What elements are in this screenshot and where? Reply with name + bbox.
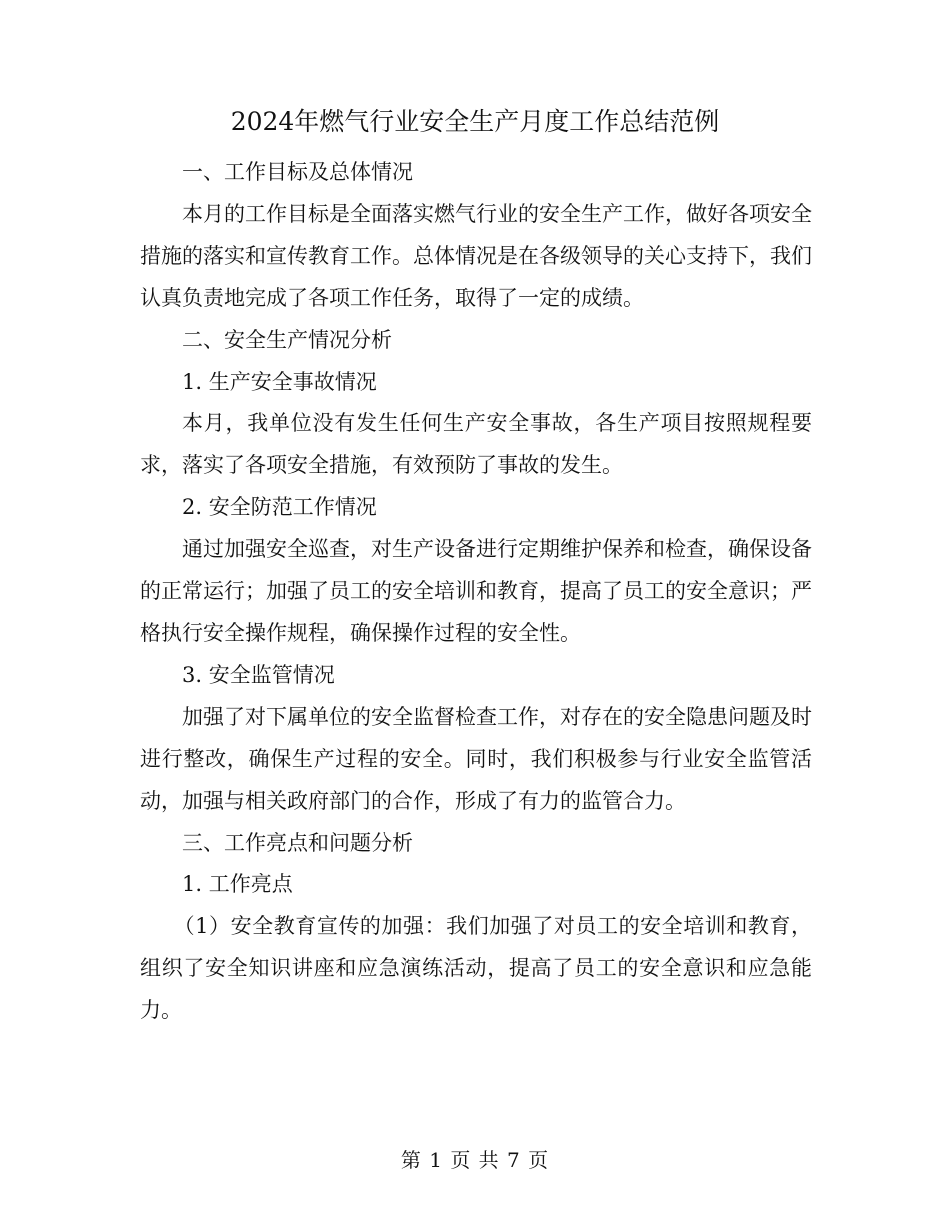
paragraph-4: 加强了对下属单位的安全监督检查工作，对存在的安全隐患问题及时进行整改，确保生产过程的安全。同时，我们积极参与行业安全监管活动，加强与相关政府部门的合作，形成了有力的监管合力。 [140, 704, 812, 813]
paragraph-5: （1）安全教育宣传的加强：我们加强了对员工的安全培训和教育，组织了安全知识讲座和应急演练活动，提高了员工的安全意识和应急能力。 [140, 914, 812, 1023]
subheading-3-1: 1. 工作亮点 [182, 872, 293, 897]
subheading-2-2: 2. 安全防范工作情况 [182, 495, 377, 520]
paragraph-3: 通过加强安全巡查，对生产设备进行定期维护保养和检查，确保设备的正常运行；加强了员工的安全培训和教育，提高了员工的安全意识；严格执行安全操作规程，确保操作过程的安全性。 [140, 537, 812, 645]
section-heading-1: 一、工作目标及总体情况 [182, 160, 413, 184]
subheading-2-1: 1. 生产安全事故情况 [182, 369, 377, 394]
section-heading-2: 二、安全生产情况分析 [182, 327, 392, 352]
document-body [140, 152, 812, 1032]
paragraph-2: 本月，我单位没有发生任何生产安全事故，各生产项目按照规程要求，落实了各项安全措施，有效预防了事故的发生。 [140, 411, 812, 478]
subheading-2-3: 3. 安全监管情况 [182, 662, 335, 687]
section-heading-3: 三、工作亮点和问题分析 [182, 830, 413, 855]
paragraph-1: 本月的工作目标是全面落实燃气行业的安全生产工作，做好各项安全措施的落实和宣传教育工作。总体情况是在各级领导的关心支持下，我们认真负责地完成了各项工作任务，取得了一定的成绩。 [140, 201, 812, 310]
document-title: 2024年燃气行业安全生产月度工作总结范例 [230, 107, 720, 136]
page-number-footer: 第 1 页 共 7 页 [400, 1148, 550, 1172]
